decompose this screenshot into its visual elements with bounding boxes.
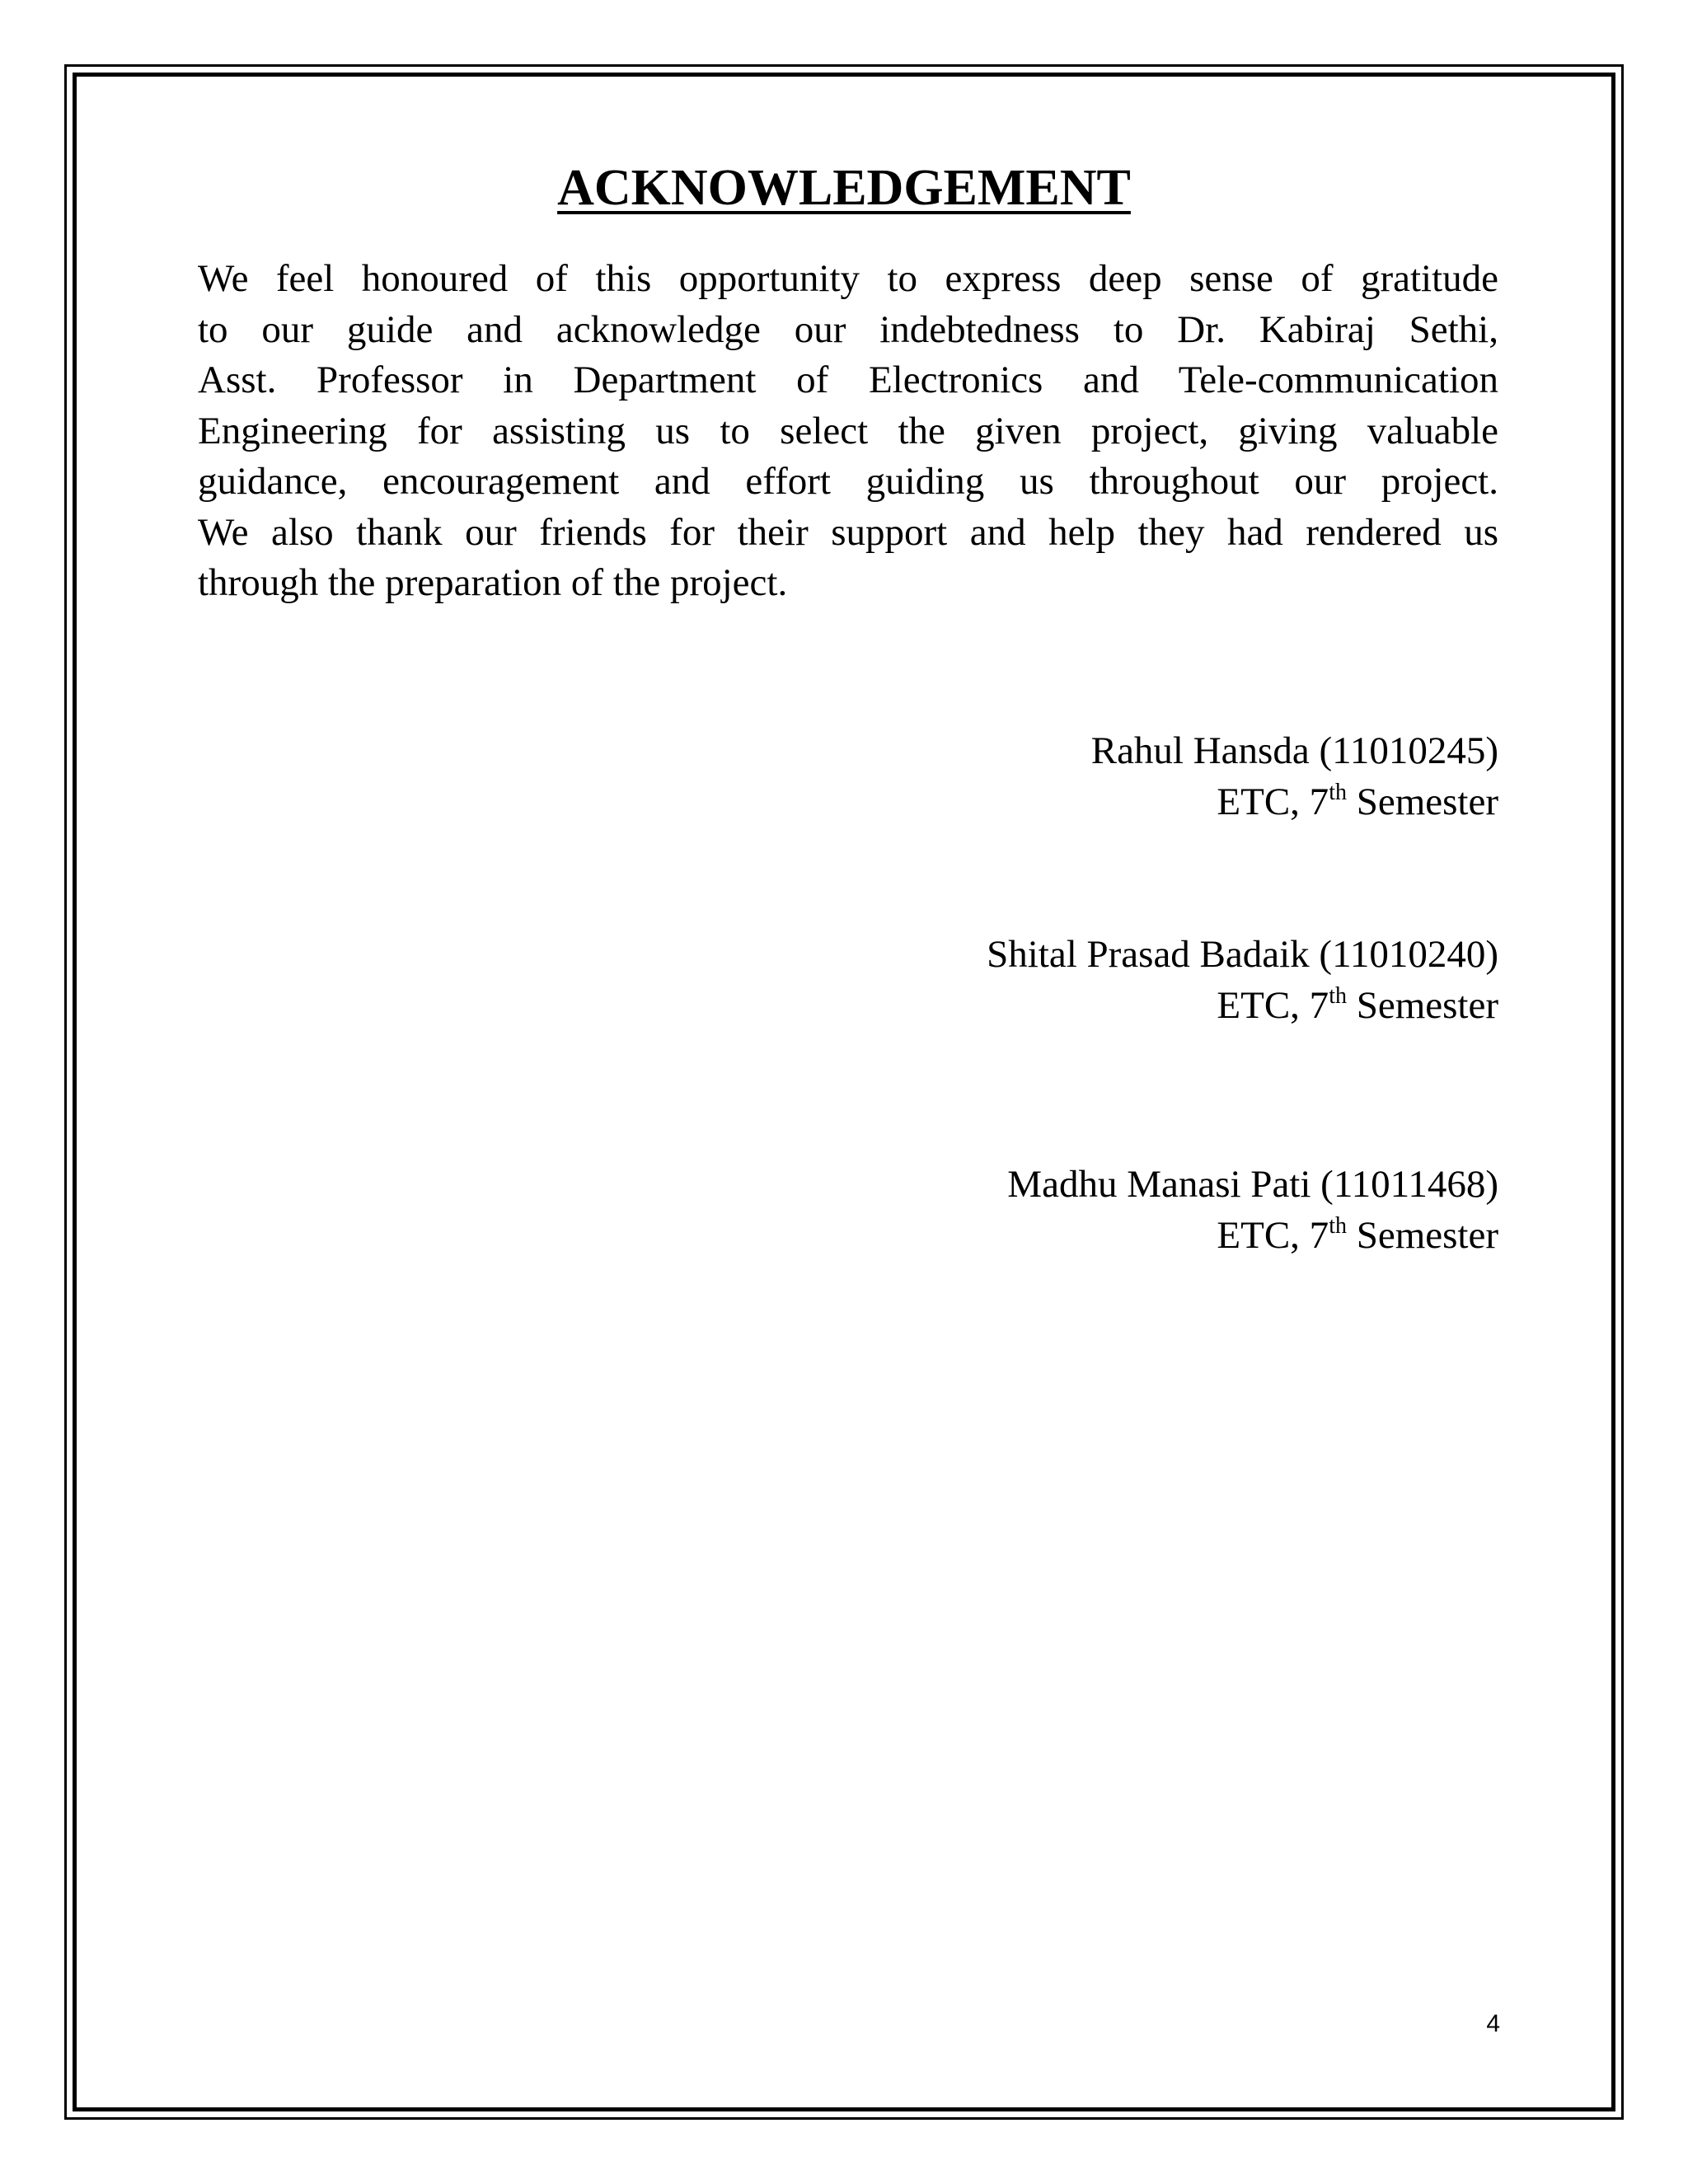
acknowledgement-paragraph — [198, 254, 1498, 609]
page-heading: ACKNOWLEDGEMENT — [557, 160, 1131, 216]
signatory-semester: ETC, 7th Semester — [1217, 780, 1498, 823]
signatory-name: Madhu Manasi Pati (11011468) — [1007, 1163, 1498, 1206]
paragraph-line: guidance, encouragement and effort guiding us throughout our project. — [198, 460, 1498, 503]
paragraph-line: Engineering for assisting us to select the given project, giving valuable — [198, 409, 1498, 452]
signatory-name: Rahul Hansda (11010245) — [1090, 729, 1498, 772]
paragraph-line: through the preparation of the project. — [198, 561, 788, 604]
signatory-semester: ETC, 7th Semester — [1217, 1213, 1498, 1257]
paragraph-line: to our guide and acknowledge our indebtedness to Dr. Kabiraj Sethi, — [198, 307, 1498, 351]
signatory-semester: ETC, 7th Semester — [1217, 983, 1498, 1027]
paragraph-line: We feel honoured of this opportunity to express deep sense of gratitude — [198, 257, 1498, 300]
signatory-block-3 — [1007, 1159, 1498, 1261]
paragraph-line: We also thank our friends for their support and help they had rendered us — [198, 510, 1498, 554]
page-number: 4 — [1486, 2010, 1500, 2037]
signatory-block-1 — [1091, 725, 1498, 827]
signatory-name: Shital Prasad Badaik (11010240) — [987, 933, 1498, 976]
signatory-block-2 — [987, 929, 1498, 1031]
paragraph-line: Asst. Professor in Department of Electronics and Tele-communication — [198, 359, 1498, 401]
